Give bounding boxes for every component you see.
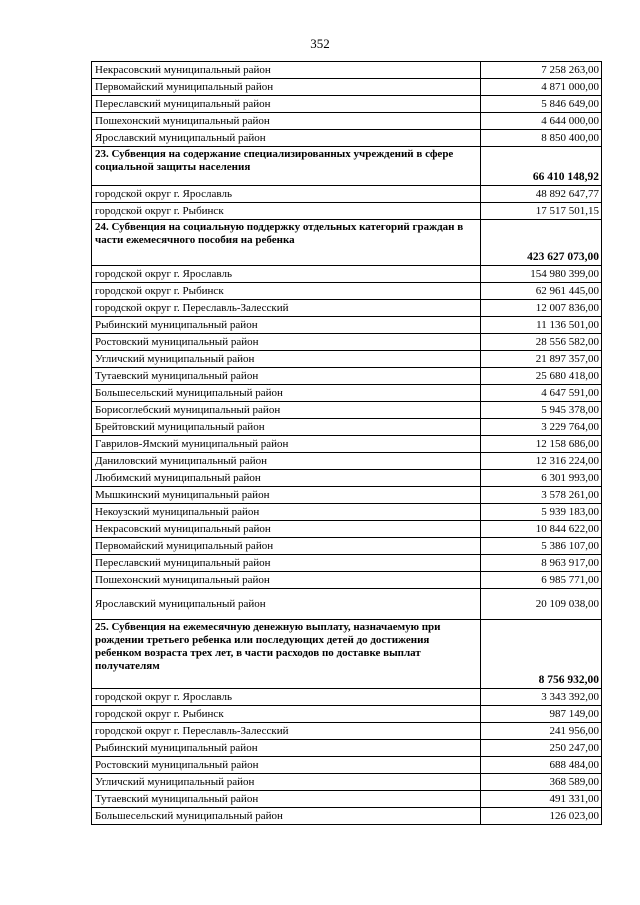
page-number: 352	[310, 36, 330, 51]
district-name: Ростовский муниципальный район	[92, 757, 481, 774]
table-row	[92, 351, 602, 368]
section-total: 423 627 073,00	[481, 220, 602, 266]
district-name: Пошехонский муниципальный район	[92, 572, 481, 589]
amount-cell: 5 939 183,00	[481, 504, 602, 521]
table-row	[92, 317, 602, 334]
district-name: Большесельский муниципальный район	[92, 385, 481, 402]
amount-cell: 12 316 224,00	[481, 453, 602, 470]
table-row	[92, 706, 602, 723]
table-row	[92, 419, 602, 436]
amount-cell: 368 589,00	[481, 774, 602, 791]
district-name: Рыбинский муниципальный район	[92, 317, 481, 334]
amount-cell: 154 980 399,00	[481, 266, 602, 283]
amount-cell: 10 844 622,00	[481, 521, 602, 538]
table-row	[92, 538, 602, 555]
table-row	[92, 589, 602, 620]
section-title: 24. Субвенция на социальную поддержку отдельных категорий граждан в части ежемесячного пособия на ребенка	[92, 220, 481, 266]
district-name: городской округ г. Рыбинск	[92, 283, 481, 300]
amount-cell: 8 963 917,00	[481, 555, 602, 572]
district-name: городской округ г. Рыбинск	[92, 706, 481, 723]
table-row	[92, 791, 602, 808]
district-name: городской округ г. Рыбинск	[92, 203, 481, 220]
district-name: городской округ г. Переславль-Залесский	[92, 300, 481, 317]
district-name: Рыбинский муниципальный район	[92, 740, 481, 757]
amount-cell: 7 258 263,00	[481, 62, 602, 79]
amount-cell: 12 158 686,00	[481, 436, 602, 453]
amount-cell: 250 247,00	[481, 740, 602, 757]
district-name: Гаврилов-Ямский муниципальный район	[92, 436, 481, 453]
district-name: Пошехонский муниципальный район	[92, 113, 481, 130]
amount-cell: 48 892 647,77	[481, 186, 602, 203]
district-name: Борисоглебский муниципальный район	[92, 402, 481, 419]
amount-cell: 20 109 038,00	[481, 589, 602, 620]
section-total: 8 756 932,00	[481, 620, 602, 689]
amount-cell: 21 897 357,00	[481, 351, 602, 368]
amount-cell: 12 007 836,00	[481, 300, 602, 317]
table-row	[92, 334, 602, 351]
district-name: Некоузский муниципальный район	[92, 504, 481, 521]
table-row	[92, 487, 602, 504]
district-name: Ростовский муниципальный район	[92, 334, 481, 351]
table-row	[92, 186, 602, 203]
table-row	[92, 689, 602, 706]
section-title: 23. Субвенция на содержание специализированных учреждений в сфере социальной защиты населения	[92, 147, 481, 186]
amount-cell: 126 023,00	[481, 808, 602, 825]
section-total: 66 410 148,92	[481, 147, 602, 186]
amount-cell: 4 871 000,00	[481, 79, 602, 96]
amount-cell: 6 985 771,00	[481, 572, 602, 589]
table-row	[92, 62, 602, 79]
table-row	[92, 283, 602, 300]
table-row	[92, 757, 602, 774]
district-name: городской округ г. Переславль-Залесский	[92, 723, 481, 740]
section-header-24	[92, 220, 602, 266]
table-row	[92, 436, 602, 453]
district-name: городской округ г. Ярославль	[92, 689, 481, 706]
amount-cell: 5 386 107,00	[481, 538, 602, 555]
district-name: Переславский муниципальный район	[92, 555, 481, 572]
amount-cell: 25 680 418,00	[481, 368, 602, 385]
table-row	[92, 453, 602, 470]
section-title: 25. Субвенция на ежемесячную денежную выплату, назначаемую при рождении третьего ребенка или последующих детей до достижения ребенком возраста трех лет, в части расходов по доставке выплат получателям	[92, 620, 481, 689]
table-row	[92, 470, 602, 487]
amount-cell: 11 136 501,00	[481, 317, 602, 334]
amount-cell: 8 850 400,00	[481, 130, 602, 147]
table-row	[92, 521, 602, 538]
district-name: Тутаевский муниципальный район	[92, 368, 481, 385]
district-name: Любимский муниципальный район	[92, 470, 481, 487]
district-name: городской округ г. Ярославль	[92, 186, 481, 203]
amount-cell: 987 149,00	[481, 706, 602, 723]
amount-cell: 4 647 591,00	[481, 385, 602, 402]
district-name: Переславский муниципальный район	[92, 96, 481, 113]
district-name: Брейтовский муниципальный район	[92, 419, 481, 436]
amount-cell: 3 578 261,00	[481, 487, 602, 504]
district-name: Угличский муниципальный район	[92, 351, 481, 368]
amount-cell: 241 956,00	[481, 723, 602, 740]
amount-cell: 6 301 993,00	[481, 470, 602, 487]
table-row	[92, 723, 602, 740]
table-row	[92, 572, 602, 589]
amount-cell: 3 343 392,00	[481, 689, 602, 706]
table-row	[92, 266, 602, 283]
district-name: Первомайский муниципальный район	[92, 79, 481, 96]
district-name: Угличский муниципальный район	[92, 774, 481, 791]
table-row	[92, 113, 602, 130]
district-name: Некрасовский муниципальный район	[92, 62, 481, 79]
table-row	[92, 504, 602, 521]
district-name: Тутаевский муниципальный район	[92, 791, 481, 808]
table-row	[92, 79, 602, 96]
table-row	[92, 130, 602, 147]
district-name: Даниловский муниципальный район	[92, 453, 481, 470]
amount-cell: 62 961 445,00	[481, 283, 602, 300]
district-name: Ярославский муниципальный район	[92, 130, 481, 147]
table-row	[92, 555, 602, 572]
district-name: Мышкинский муниципальный район	[92, 487, 481, 504]
section-header-25	[92, 620, 602, 689]
amount-cell: 17 517 501,15	[481, 203, 602, 220]
amount-cell: 688 484,00	[481, 757, 602, 774]
district-name: городской округ г. Ярославль	[92, 266, 481, 283]
amount-cell: 5 945 378,00	[481, 402, 602, 419]
amount-cell: 5 846 649,00	[481, 96, 602, 113]
district-name: Первомайский муниципальный район	[92, 538, 481, 555]
district-name: Большесельский муниципальный район	[92, 808, 481, 825]
amount-cell: 3 229 764,00	[481, 419, 602, 436]
table-row	[92, 203, 602, 220]
amount-cell: 28 556 582,00	[481, 334, 602, 351]
amount-cell: 491 331,00	[481, 791, 602, 808]
table-row	[92, 740, 602, 757]
table-row	[92, 96, 602, 113]
table-row	[92, 808, 602, 825]
district-name: Ярославский муниципальный район	[92, 589, 481, 620]
table-row	[92, 300, 602, 317]
table-row	[92, 402, 602, 419]
table-row	[92, 368, 602, 385]
amount-cell: 4 644 000,00	[481, 113, 602, 130]
table-row	[92, 385, 602, 402]
section-header-23	[92, 147, 602, 186]
district-name: Некрасовский муниципальный район	[92, 521, 481, 538]
table-row	[92, 774, 602, 791]
subvention-table	[91, 61, 602, 825]
